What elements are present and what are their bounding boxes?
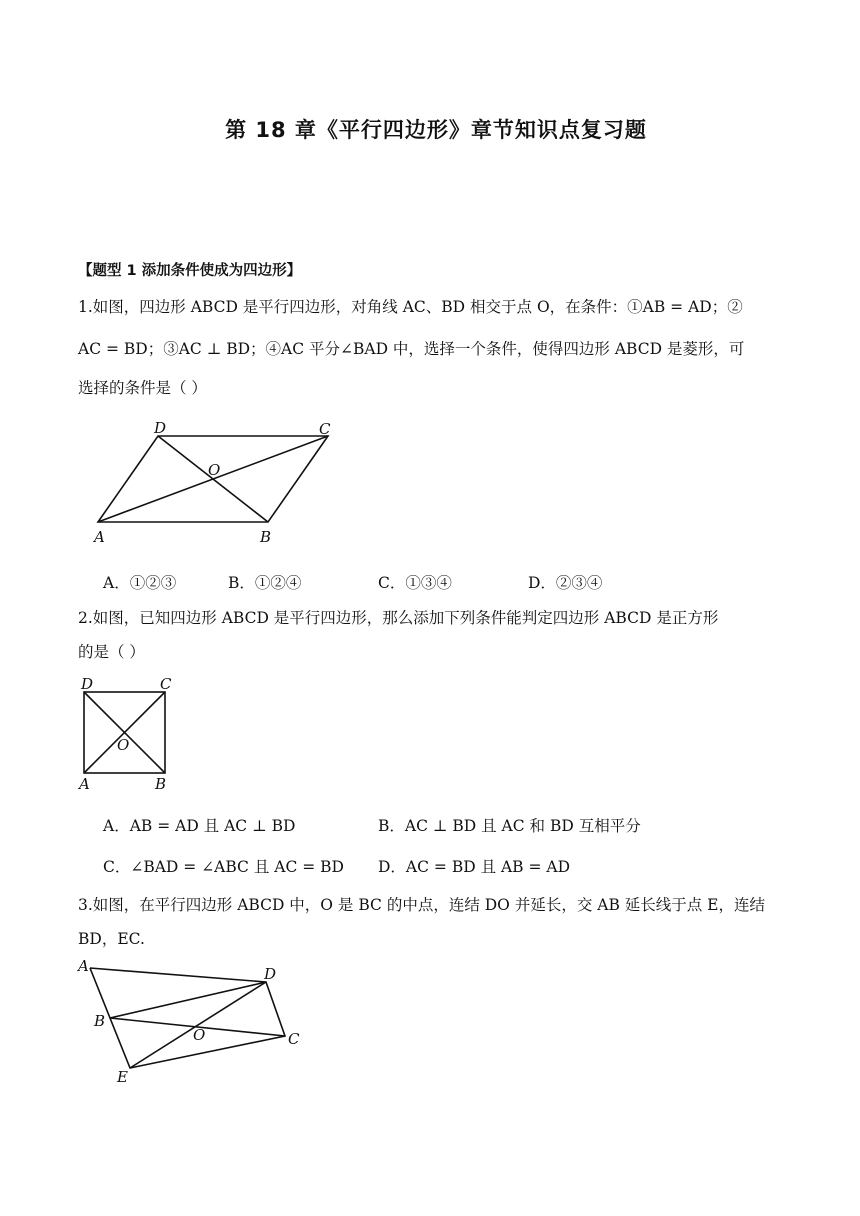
q3-label-d: D [264,965,277,983]
q3-outline-a-e-c-d [90,968,285,1068]
q3-parallelogram-figure [72,956,312,1088]
q1-diagonal-bd [158,436,268,522]
q1-option-a[interactable]: A．①②③ [103,574,177,592]
q2-label-a: A [79,775,90,793]
q3-label-c: C [288,1030,300,1048]
q3-text-line-2: BD，EC. [78,930,145,948]
section-heading: 【题型 1 添加条件使成为四边形】 [78,263,302,279]
q2-option-a[interactable]: A．AB = AD 且 AC ⊥ BD [103,817,296,835]
q2-label-b: B [155,775,167,793]
q1-option-c[interactable]: C．①③④ [378,574,452,592]
q1-text-line-2: AC = BD；③AC ⊥ BD；④AC 平分∠BAD 中，选择一个条件，使得四边形 ABCD 是菱形，可 [78,340,745,358]
q1-label-d: D [154,419,167,437]
q2-option-c[interactable]: C．∠BAD = ∠ABC 且 AC = BD [103,858,344,876]
q1-text-line-1: 1.如图，四边形 ABCD 是平行四边形，对角线 AC、BD 相交于点 O，在条件：①AB = AD；② [78,298,743,316]
q2-option-d[interactable]: D．AC = BD 且 AB = AD [378,858,571,876]
q3-label-o: O [193,1026,206,1044]
q1-parallelogram-figure [88,416,348,548]
q2-label-d: D [81,675,94,693]
q1-label-o: O [208,461,221,479]
q3-label-b: B [94,1012,106,1030]
q1-option-b[interactable]: B．①②④ [228,574,302,592]
q2-text-line-2: 的是（ ） [78,643,145,661]
q2-label-o: O [117,736,130,754]
q3-label-e: E [117,1068,128,1086]
page-title: 第 18 章《平行四边形》章节知识点复习题 [225,118,647,142]
q1-option-d[interactable]: D．②③④ [528,574,603,592]
q3-text-line-1: 3.如图，在平行四边形 ABCD 中，O 是 BC 的中点，连结 DO 并延长，交 AB 延长线于点 E，连结 [78,896,765,914]
q2-option-b[interactable]: B．AC ⊥ BD 且 AC 和 BD 互相平分 [378,817,641,835]
q2-label-c: C [160,675,172,693]
q1-label-c: C [319,420,331,438]
q3-label-a: A [78,957,89,975]
q3-segment-bd [110,982,266,1018]
q1-label-a: A [94,528,105,546]
q2-square-figure [76,674,186,796]
q2-text-line-1: 2.如图，已知四边形 ABCD 是平行四边形，那么添加下列条件能判定四边形 ABCD 是正方形 [78,609,719,627]
q1-text-line-3: 选择的条件是（ ） [78,379,207,397]
q3-segment-ed [130,982,266,1068]
q1-label-b: B [260,528,272,546]
